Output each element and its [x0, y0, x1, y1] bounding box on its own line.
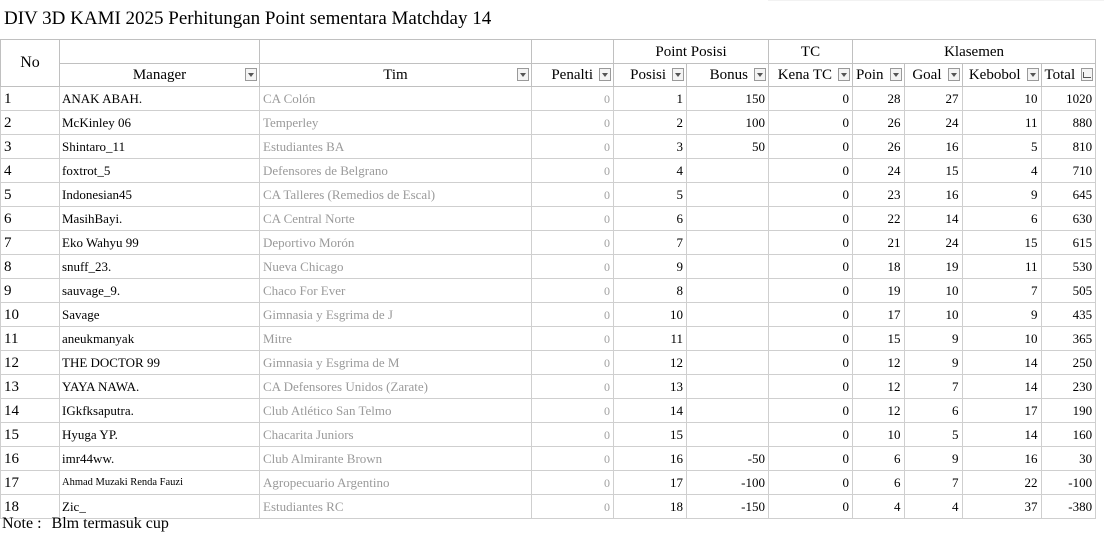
cell-goal[interactable]: 9: [904, 447, 962, 471]
cell-poin[interactable]: 15: [853, 327, 905, 351]
cell-posisi[interactable]: 7: [614, 231, 687, 255]
header-bonus: Bonus: [687, 64, 769, 87]
cell-tim[interactable]: Estudiantes BA: [260, 135, 532, 159]
cell-penalti[interactable]: 0: [532, 495, 614, 519]
cell-goal[interactable]: 7: [904, 471, 962, 495]
cell-no[interactable]: 4: [1, 159, 60, 183]
table-row: [1, 399, 1096, 423]
table-row: [1, 207, 1096, 231]
cell-goal[interactable]: 10: [904, 303, 962, 327]
cell-poin[interactable]: 18: [853, 255, 905, 279]
table-row: [1, 183, 1096, 207]
cell-poin[interactable]: 23: [853, 183, 905, 207]
cell-posisi[interactable]: 15: [614, 423, 687, 447]
sort-filter-icon[interactable]: [1081, 68, 1093, 81]
cell-poin[interactable]: 12: [853, 351, 905, 375]
cell-kebobol[interactable]: 5: [962, 135, 1041, 159]
cell-kebobol[interactable]: 6: [962, 207, 1041, 231]
cell-kebobol[interactable]: 14: [962, 423, 1041, 447]
cell-poin[interactable]: 24: [853, 159, 905, 183]
cell-no[interactable]: 16: [1, 447, 60, 471]
note-text: Blm termasuk cup: [51, 515, 169, 532]
header-kebobol: Kebobol: [962, 64, 1041, 87]
cell-bonus[interactable]: [687, 327, 769, 351]
cell-tim[interactable]: Deportivo Morón: [260, 231, 532, 255]
cell-kebobol[interactable]: 16: [962, 447, 1041, 471]
cell-kena-tc[interactable]: 0: [769, 471, 853, 495]
cell-goal[interactable]: 5: [904, 423, 962, 447]
cell-manager[interactable]: Shintaro_11: [60, 135, 260, 159]
header-blank: [60, 40, 260, 64]
cell-penalti[interactable]: 0: [532, 111, 614, 135]
cell-no[interactable]: 5: [1, 183, 60, 207]
cell-kebobol[interactable]: 11: [962, 111, 1041, 135]
cell-bonus[interactable]: [687, 231, 769, 255]
cell-manager[interactable]: YAYA NAWA.: [60, 375, 260, 399]
header-manager: Manager: [60, 64, 260, 87]
filter-dropdown-icon[interactable]: [890, 68, 902, 81]
cell-posisi[interactable]: 8: [614, 279, 687, 303]
table-row: [1, 303, 1096, 327]
cell-posisi[interactable]: 2: [614, 111, 687, 135]
cell-goal[interactable]: 24: [904, 111, 962, 135]
cell-kena-tc[interactable]: 0: [769, 303, 853, 327]
cell-kebobol[interactable]: 14: [962, 375, 1041, 399]
header-blank: [260, 40, 532, 64]
header-point-posisi: Point Posisi: [614, 40, 769, 64]
cell-penalti[interactable]: 0: [532, 183, 614, 207]
cell-total[interactable]: 435: [1041, 303, 1096, 327]
cell-total[interactable]: -100: [1041, 471, 1096, 495]
cell-bonus[interactable]: [687, 423, 769, 447]
cell-tim[interactable]: Gimnasia y Esgrima de M: [260, 351, 532, 375]
cell-kena-tc[interactable]: 0: [769, 327, 853, 351]
table-row: [1, 375, 1096, 399]
cell-posisi[interactable]: 13: [614, 375, 687, 399]
cell-penalti[interactable]: 0: [532, 375, 614, 399]
cell-poin[interactable]: 12: [853, 399, 905, 423]
cell-total[interactable]: 710: [1041, 159, 1096, 183]
cell-manager[interactable]: sauvage_9.: [60, 279, 260, 303]
cell-penalti[interactable]: 0: [532, 279, 614, 303]
empty-grid-area: [768, 0, 1104, 40]
cell-goal[interactable]: 9: [904, 327, 962, 351]
cell-bonus[interactable]: -50: [687, 447, 769, 471]
cell-tim[interactable]: Club Atlético San Telmo: [260, 399, 532, 423]
cell-manager[interactable]: Savage: [60, 303, 260, 327]
cell-goal[interactable]: 24: [904, 231, 962, 255]
cell-manager[interactable]: MasihBayi.: [60, 207, 260, 231]
cell-penalti[interactable]: 0: [532, 135, 614, 159]
cell-poin[interactable]: 10: [853, 423, 905, 447]
table-row: [1, 231, 1096, 255]
cell-tim[interactable]: Nueva Chicago: [260, 255, 532, 279]
table-row: [1, 87, 1096, 111]
cell-posisi[interactable]: 17: [614, 471, 687, 495]
cell-poin[interactable]: 6: [853, 471, 905, 495]
cell-posisi[interactable]: 9: [614, 255, 687, 279]
cell-no[interactable]: 3: [1, 135, 60, 159]
cell-total[interactable]: 230: [1041, 375, 1096, 399]
cell-posisi[interactable]: 3: [614, 135, 687, 159]
filter-dropdown-icon[interactable]: [517, 68, 529, 81]
cell-kena-tc[interactable]: 0: [769, 231, 853, 255]
note-label: Note :: [2, 515, 42, 532]
cell-no[interactable]: 14: [1, 399, 60, 423]
cell-manager[interactable]: IGkfksaputra.: [60, 399, 260, 423]
cell-total[interactable]: 615: [1041, 231, 1096, 255]
cell-kebobol[interactable]: 10: [962, 327, 1041, 351]
cell-manager[interactable]: Indonesian45: [60, 183, 260, 207]
cell-manager[interactable]: ANAK ABAH.: [60, 87, 260, 111]
cell-goal[interactable]: 16: [904, 135, 962, 159]
cell-kebobol[interactable]: 9: [962, 183, 1041, 207]
filter-dropdown-icon[interactable]: [1027, 68, 1039, 81]
cell-no[interactable]: 6: [1, 207, 60, 231]
cell-total[interactable]: 630: [1041, 207, 1096, 231]
cell-manager[interactable]: snuff_23.: [60, 255, 260, 279]
cell-posisi[interactable]: 6: [614, 207, 687, 231]
cell-tim[interactable]: CA Defensores Unidos (Zarate): [260, 375, 532, 399]
standings-table: [0, 39, 1096, 519]
header-no: No: [1, 40, 60, 87]
cell-penalti[interactable]: 0: [532, 159, 614, 183]
cell-no[interactable]: 10: [1, 303, 60, 327]
cell-total[interactable]: 160: [1041, 423, 1096, 447]
cell-goal[interactable]: 6: [904, 399, 962, 423]
cell-poin[interactable]: 21: [853, 231, 905, 255]
cell-total[interactable]: 810: [1041, 135, 1096, 159]
cell-kebobol[interactable]: 9: [962, 303, 1041, 327]
cell-kebobol[interactable]: 14: [962, 351, 1041, 375]
cell-goal[interactable]: 4: [904, 495, 962, 519]
table-row: [1, 447, 1096, 471]
cell-manager[interactable]: McKinley 06: [60, 111, 260, 135]
cell-manager[interactable]: imr44ww.: [60, 447, 260, 471]
cell-kena-tc[interactable]: 0: [769, 183, 853, 207]
cell-no[interactable]: 12: [1, 351, 60, 375]
cell-kena-tc[interactable]: 0: [769, 207, 853, 231]
cell-total[interactable]: 880: [1041, 111, 1096, 135]
header-poin: Poin: [853, 64, 905, 87]
cell-kena-tc[interactable]: 0: [769, 255, 853, 279]
cell-no[interactable]: 17: [1, 471, 60, 495]
cell-total[interactable]: 1020: [1041, 87, 1096, 111]
cell-manager[interactable]: Hyuga YP.: [60, 423, 260, 447]
cell-penalti[interactable]: 0: [532, 423, 614, 447]
cell-posisi[interactable]: 12: [614, 351, 687, 375]
cell-posisi[interactable]: 10: [614, 303, 687, 327]
footnote: [2, 515, 169, 533]
cell-bonus[interactable]: 50: [687, 135, 769, 159]
cell-poin[interactable]: 12: [853, 375, 905, 399]
cell-total[interactable]: 365: [1041, 327, 1096, 351]
cell-kebobol[interactable]: 37: [962, 495, 1041, 519]
cell-tim[interactable]: Temperley: [260, 111, 532, 135]
cell-tim[interactable]: Mitre: [260, 327, 532, 351]
cell-bonus[interactable]: 150: [687, 87, 769, 111]
cell-tim[interactable]: CA Talleres (Remedios de Escal): [260, 183, 532, 207]
cell-bonus[interactable]: [687, 279, 769, 303]
cell-tim[interactable]: Defensores de Belgrano: [260, 159, 532, 183]
cell-no[interactable]: 15: [1, 423, 60, 447]
cell-poin[interactable]: 19: [853, 279, 905, 303]
cell-kebobol[interactable]: 15: [962, 231, 1041, 255]
cell-posisi[interactable]: 5: [614, 183, 687, 207]
header-klasemen: Klasemen: [853, 40, 1096, 64]
cell-poin[interactable]: 28: [853, 87, 905, 111]
header-kena-tc: Kena TC: [769, 64, 853, 87]
cell-posisi[interactable]: 4: [614, 159, 687, 183]
cell-bonus[interactable]: [687, 351, 769, 375]
cell-goal[interactable]: 10: [904, 279, 962, 303]
cell-bonus[interactable]: 100: [687, 111, 769, 135]
cell-kena-tc[interactable]: 0: [769, 447, 853, 471]
cell-bonus[interactable]: [687, 183, 769, 207]
cell-posisi[interactable]: 16: [614, 447, 687, 471]
sheet-title: DIV 3D KAMI 2025 Perhitungan Point sementara Matchday 14: [4, 8, 492, 29]
cell-goal[interactable]: 14: [904, 207, 962, 231]
cell-kena-tc[interactable]: 0: [769, 135, 853, 159]
cell-kebobol[interactable]: 11: [962, 255, 1041, 279]
filter-dropdown-icon[interactable]: [245, 68, 257, 81]
cell-total[interactable]: 190: [1041, 399, 1096, 423]
cell-kebobol[interactable]: 7: [962, 279, 1041, 303]
header-tc: TC: [769, 40, 853, 64]
cell-posisi[interactable]: 1: [614, 87, 687, 111]
cell-poin[interactable]: 4: [853, 495, 905, 519]
cell-no[interactable]: 9: [1, 279, 60, 303]
cell-bonus[interactable]: [687, 303, 769, 327]
cell-kena-tc[interactable]: 0: [769, 279, 853, 303]
cell-bonus[interactable]: [687, 159, 769, 183]
cell-no[interactable]: 1: [1, 87, 60, 111]
cell-manager[interactable]: Eko Wahyu 99: [60, 231, 260, 255]
cell-poin[interactable]: 6: [853, 447, 905, 471]
cell-goal[interactable]: 9: [904, 351, 962, 375]
cell-kena-tc[interactable]: 0: [769, 111, 853, 135]
table-row: [1, 471, 1096, 495]
cell-poin[interactable]: 26: [853, 111, 905, 135]
filter-dropdown-icon[interactable]: [838, 68, 850, 81]
cell-total[interactable]: 30: [1041, 447, 1096, 471]
cell-poin[interactable]: 26: [853, 135, 905, 159]
table-row: [1, 111, 1096, 135]
cell-tim[interactable]: Estudiantes RC: [260, 495, 532, 519]
cell-penalti[interactable]: 0: [532, 255, 614, 279]
cell-tim[interactable]: Chacarita Juniors: [260, 423, 532, 447]
table-row: [1, 351, 1096, 375]
cell-total[interactable]: -380: [1041, 495, 1096, 519]
cell-penalti[interactable]: 0: [532, 471, 614, 495]
cell-kena-tc[interactable]: 0: [769, 87, 853, 111]
cell-kena-tc[interactable]: 0: [769, 495, 853, 519]
cell-manager[interactable]: foxtrot_5: [60, 159, 260, 183]
cell-no[interactable]: 8: [1, 255, 60, 279]
header-total: Total: [1041, 64, 1096, 87]
cell-penalti[interactable]: 0: [532, 327, 614, 351]
cell-total[interactable]: 250: [1041, 351, 1096, 375]
cell-kebobol[interactable]: 4: [962, 159, 1041, 183]
cell-manager[interactable]: Ahmad Muzaki Renda Fauzi: [60, 471, 260, 495]
cell-goal[interactable]: 7: [904, 375, 962, 399]
cell-penalti[interactable]: 0: [532, 399, 614, 423]
cell-kebobol[interactable]: 17: [962, 399, 1041, 423]
cell-penalti[interactable]: 0: [532, 447, 614, 471]
cell-bonus[interactable]: [687, 375, 769, 399]
table-row: [1, 279, 1096, 303]
cell-kena-tc[interactable]: 0: [769, 351, 853, 375]
cell-kena-tc[interactable]: 0: [769, 375, 853, 399]
filter-dropdown-icon[interactable]: [672, 68, 684, 81]
filter-dropdown-icon[interactable]: [754, 68, 766, 81]
cell-total[interactable]: 645: [1041, 183, 1096, 207]
cell-penalti[interactable]: 0: [532, 207, 614, 231]
header-penalti: Penalti: [532, 64, 614, 87]
cell-manager[interactable]: Zic_: [60, 495, 260, 519]
cell-no[interactable]: 7: [1, 231, 60, 255]
cell-kebobol[interactable]: 22: [962, 471, 1041, 495]
filter-dropdown-icon[interactable]: [948, 68, 960, 81]
cell-penalti[interactable]: 0: [532, 87, 614, 111]
cell-tim[interactable]: Chaco For Ever: [260, 279, 532, 303]
cell-manager[interactable]: THE DOCTOR 99: [60, 351, 260, 375]
cell-no[interactable]: 18: [1, 495, 60, 519]
cell-posisi[interactable]: 11: [614, 327, 687, 351]
cell-no[interactable]: 2: [1, 111, 60, 135]
cell-bonus[interactable]: [687, 399, 769, 423]
cell-bonus[interactable]: -100: [687, 471, 769, 495]
cell-penalti[interactable]: 0: [532, 351, 614, 375]
cell-bonus[interactable]: [687, 207, 769, 231]
cell-kena-tc[interactable]: 0: [769, 423, 853, 447]
cell-tim[interactable]: CA Central Norte: [260, 207, 532, 231]
cell-bonus[interactable]: [687, 255, 769, 279]
cell-penalti[interactable]: 0: [532, 231, 614, 255]
cell-total[interactable]: 505: [1041, 279, 1096, 303]
header-goal: Goal: [904, 64, 962, 87]
table-row: [1, 159, 1096, 183]
cell-total[interactable]: 530: [1041, 255, 1096, 279]
table-row: [1, 327, 1096, 351]
cell-no[interactable]: 13: [1, 375, 60, 399]
table-row: [1, 135, 1096, 159]
table-row: [1, 255, 1096, 279]
cell-tim[interactable]: Gimnasia y Esgrima de J: [260, 303, 532, 327]
cell-posisi[interactable]: 14: [614, 399, 687, 423]
cell-no[interactable]: 11: [1, 327, 60, 351]
cell-poin[interactable]: 17: [853, 303, 905, 327]
table-row: [1, 423, 1096, 447]
cell-tim[interactable]: Agropecuario Argentino: [260, 471, 532, 495]
cell-kena-tc[interactable]: 0: [769, 159, 853, 183]
cell-bonus[interactable]: -150: [687, 495, 769, 519]
cell-manager[interactable]: aneukmanyak: [60, 327, 260, 351]
header-blank: [532, 40, 614, 64]
cell-goal[interactable]: 27: [904, 87, 962, 111]
cell-goal[interactable]: 19: [904, 255, 962, 279]
cell-kebobol[interactable]: 10: [962, 87, 1041, 111]
cell-poin[interactable]: 22: [853, 207, 905, 231]
cell-posisi[interactable]: 18: [614, 495, 687, 519]
cell-kena-tc[interactable]: 0: [769, 399, 853, 423]
cell-tim[interactable]: Club Almirante Brown: [260, 447, 532, 471]
header-tim: Tim: [260, 64, 532, 87]
cell-goal[interactable]: 15: [904, 159, 962, 183]
cell-penalti[interactable]: 0: [532, 303, 614, 327]
cell-goal[interactable]: 16: [904, 183, 962, 207]
header-posisi: Posisi: [614, 64, 687, 87]
filter-dropdown-icon[interactable]: [599, 68, 611, 81]
cell-tim[interactable]: CA Colón: [260, 87, 532, 111]
